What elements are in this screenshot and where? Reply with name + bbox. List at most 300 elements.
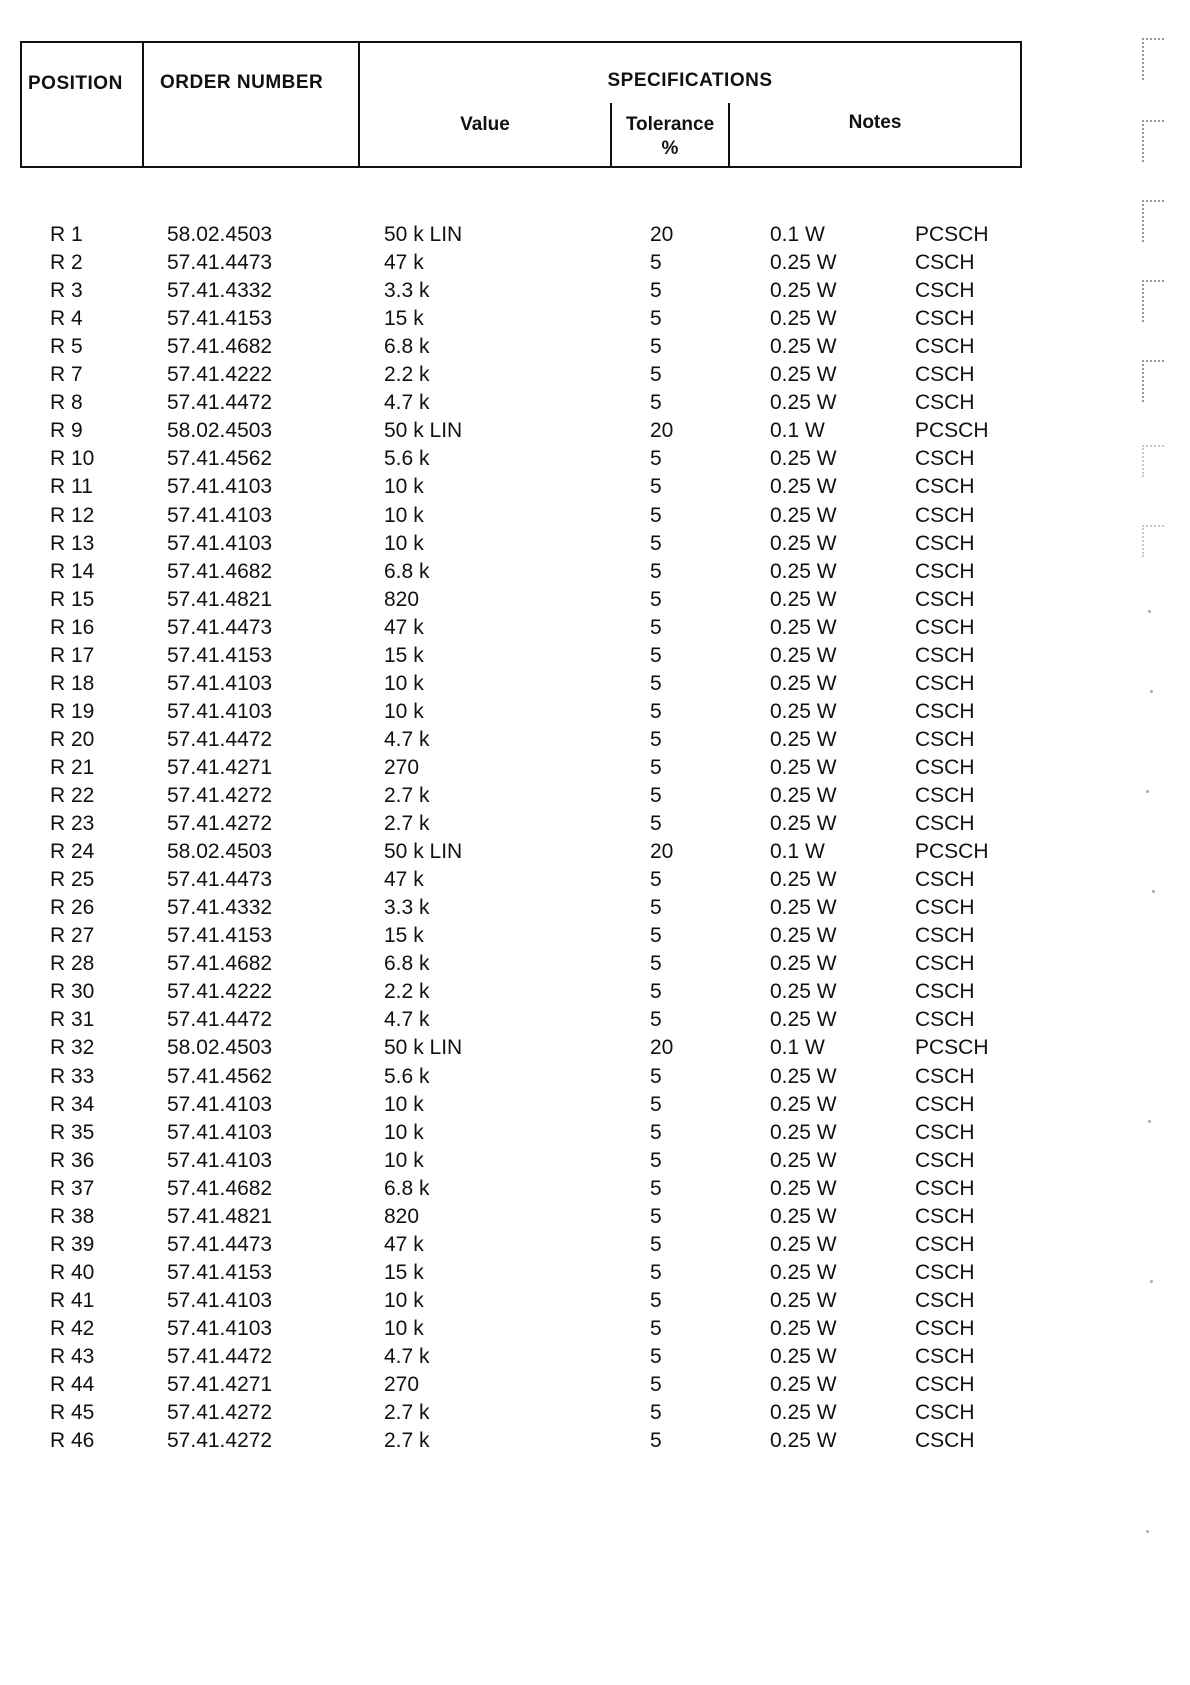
row-value: 15 k [384,643,424,667]
row-position: R 25 [50,868,95,892]
row-order-number: 57.41.4271 [167,755,273,779]
row-note: CSCH [915,1120,975,1144]
row-tolerance: 5 [650,1288,662,1312]
row-tolerance: 5 [650,1176,662,1200]
table-row [0,1204,1050,1230]
row-tolerance: 5 [650,559,662,583]
row-tolerance: 5 [650,363,662,387]
row-position: R 31 [50,1008,95,1032]
row-power-rating: 0.25 W [770,1176,837,1200]
row-value: 820 [384,587,420,611]
table-row [0,362,1050,388]
row-value: 3.3 k [384,279,430,303]
row-tolerance: 5 [650,279,662,303]
row-note: CSCH [915,1008,975,1032]
row-value: 47 k [384,251,424,275]
row-position: R 13 [50,531,95,555]
row-note: CSCH [915,980,975,1004]
row-power-rating: 0.25 W [770,335,837,359]
header-position-label: POSITION [28,73,123,94]
row-tolerance: 5 [650,335,662,359]
row-tolerance: 5 [650,1092,662,1116]
row-value: 47 k [384,1232,424,1256]
row-power-rating: 0.25 W [770,784,837,807]
table-row [0,1316,1050,1342]
row-value: 15 k [384,307,424,331]
row-tolerance: 5 [650,1429,662,1453]
row-note: CSCH [915,1232,975,1256]
row-order-number: 57.41.4222 [167,363,273,387]
row-note: PCSCH [915,223,989,246]
row-position: R 7 [50,363,83,387]
row-position: R 27 [50,924,95,948]
row-note: CSCH [915,784,975,807]
row-order-number: 57.41.4222 [167,980,273,1004]
row-power-rating: 0.25 W [770,1316,837,1340]
row-power-rating: 0.25 W [770,699,837,723]
row-order-number: 57.41.4472 [167,727,273,751]
row-tolerance: 5 [650,1232,662,1256]
row-order-number: 57.41.4153 [167,924,273,948]
row-power-rating: 0.25 W [770,896,837,920]
row-position: R 14 [50,559,95,583]
row-power-rating: 0.25 W [770,868,837,892]
table-row [0,867,1050,893]
table-row [0,755,1050,781]
row-order-number: 57.41.4271 [167,1373,273,1397]
row-tolerance: 5 [650,980,662,1004]
row-power-rating: 0.25 W [770,1064,837,1088]
row-power-rating: 0.25 W [770,755,837,779]
scan-mark [1142,360,1164,402]
row-tolerance: 5 [650,727,662,751]
row-value: 50 k LIN [384,840,463,864]
row-tolerance: 5 [650,1008,662,1032]
table-row [0,1288,1050,1314]
row-value: 4.7 k [384,1008,430,1032]
row-value: 15 k [384,1260,424,1284]
row-order-number: 57.41.4103 [167,671,273,695]
table-row [0,1176,1050,1202]
row-order-number: 58.02.4503 [167,1036,273,1060]
row-power-rating: 0.25 W [770,503,837,527]
row-tolerance: 5 [650,1401,662,1425]
row-value: 6.8 k [384,1176,430,1200]
scan-dust [1150,690,1153,693]
row-value: 270 [384,755,420,779]
scan-mark [1142,120,1164,162]
row-position: R 1 [50,223,83,246]
row-order-number: 57.41.4472 [167,1008,273,1032]
row-power-rating: 0.25 W [770,447,837,471]
row-value: 270 [384,1373,420,1397]
row-value: 6.8 k [384,559,430,583]
row-position: R 12 [50,503,95,527]
row-tolerance: 5 [650,868,662,892]
row-position: R 16 [50,615,95,639]
row-note: CSCH [915,896,975,920]
row-power-rating: 0.25 W [770,671,837,695]
row-note: CSCH [915,475,975,499]
table-row [0,979,1050,1005]
row-order-number: 57.41.4562 [167,1064,273,1088]
row-position: R 34 [50,1092,95,1116]
row-order-number: 57.41.4272 [167,1429,273,1453]
row-power-rating: 0.25 W [770,1288,837,1312]
row-order-number: 57.41.4472 [167,1345,273,1368]
row-note: CSCH [915,279,975,303]
table-row [0,1120,1050,1146]
row-order-number: 57.41.4332 [167,896,273,920]
row-note: CSCH [915,1401,975,1425]
row-value: 5.6 k [384,1064,430,1088]
row-tolerance: 20 [650,840,674,864]
row-value: 4.7 k [384,727,430,751]
row-value: 47 k [384,868,424,892]
row-tolerance: 5 [650,447,662,471]
row-note: CSCH [915,447,975,471]
row-power-rating: 0.25 W [770,391,837,415]
header-specifications-label: SPECIFICATIONS [607,70,773,91]
row-order-number: 57.41.4562 [167,447,273,471]
row-position: R 26 [50,896,95,920]
row-note: CSCH [915,1064,975,1088]
row-position: R 24 [50,840,95,864]
row-tolerance: 5 [650,1204,662,1228]
table-row [0,446,1050,472]
row-note: CSCH [915,699,975,723]
row-power-rating: 0.25 W [770,587,837,611]
row-note: CSCH [915,727,975,751]
header-order-number-label: ORDER NUMBER [160,72,324,93]
row-note: CSCH [915,587,975,611]
row-value: 10 k [384,1092,424,1116]
row-power-rating: 0.25 W [770,812,837,836]
table-row [0,334,1050,360]
row-position: R 33 [50,1064,95,1088]
row-note: CSCH [915,1345,975,1368]
row-power-rating: 0.25 W [770,980,837,1004]
row-position: R 43 [50,1345,95,1368]
table-row [0,811,1050,837]
row-note: CSCH [915,1204,975,1228]
row-power-rating: 0.25 W [770,559,837,583]
row-position: R 3 [50,279,83,303]
row-power-rating: 0.1 W [770,223,825,246]
table-row [0,1428,1050,1454]
row-position: R 46 [50,1429,95,1453]
row-power-rating: 0.25 W [770,1092,837,1116]
row-power-rating: 0.1 W [770,419,825,443]
row-power-rating: 0.25 W [770,1008,837,1032]
row-value: 10 k [384,1148,424,1172]
header-tolerance-label: Tolerance [625,114,715,135]
row-power-rating: 0.25 W [770,475,837,499]
table-row [0,783,1050,809]
row-note: CSCH [915,671,975,695]
row-position: R 22 [50,784,95,807]
row-note: CSCH [915,1260,975,1284]
table-row [0,1064,1050,1090]
row-note: CSCH [915,335,975,359]
row-value: 2.7 k [384,1401,430,1425]
row-power-rating: 0.25 W [770,1401,837,1425]
row-order-number: 57.41.4473 [167,615,273,639]
row-order-number: 58.02.4503 [167,223,273,246]
row-order-number: 57.41.4103 [167,1092,273,1116]
table-row [0,418,1050,444]
row-order-number: 57.41.4272 [167,812,273,836]
row-order-number: 58.02.4503 [167,419,273,443]
row-note: CSCH [915,1373,975,1397]
row-value: 4.7 k [384,1345,430,1368]
table-row [0,587,1050,613]
row-order-number: 57.41.4103 [167,1148,273,1172]
row-power-rating: 0.25 W [770,363,837,387]
scan-dust [1148,610,1151,613]
table-row [0,1400,1050,1426]
row-position: R 4 [50,307,83,331]
scan-mark [1142,445,1164,477]
row-tolerance: 5 [650,643,662,667]
row-note: CSCH [915,643,975,667]
row-order-number: 57.41.4103 [167,1316,273,1340]
row-position: R 19 [50,699,95,723]
row-position: R 23 [50,812,95,836]
row-position: R 11 [50,475,93,499]
row-value: 3.3 k [384,896,430,920]
row-note: CSCH [915,1429,975,1453]
header-notes-label: Notes [848,112,902,133]
row-order-number: 57.41.4473 [167,868,273,892]
scan-dust [1146,1530,1149,1533]
row-tolerance: 20 [650,1036,674,1060]
table-row [0,671,1050,697]
row-order-number: 57.41.4473 [167,1232,273,1256]
row-order-number: 57.41.4272 [167,784,273,807]
row-value: 2.2 k [384,980,430,1004]
row-note: PCSCH [915,1036,989,1060]
row-order-number: 57.41.4103 [167,1288,273,1312]
table-row [0,699,1050,725]
row-position: R 45 [50,1401,95,1425]
row-order-number: 57.41.4153 [167,307,273,331]
row-order-number: 57.41.4682 [167,335,273,359]
table-row [0,390,1050,416]
row-tolerance: 5 [650,1373,662,1397]
row-power-rating: 0.1 W [770,840,825,864]
row-value: 10 k [384,1120,424,1144]
table-row [0,615,1050,641]
row-note: CSCH [915,755,975,779]
row-value: 6.8 k [384,335,430,359]
table-row [0,559,1050,585]
row-note: CSCH [915,1092,975,1116]
row-position: R 9 [50,419,83,443]
row-note: CSCH [915,615,975,639]
row-power-rating: 0.25 W [770,643,837,667]
row-position: R 18 [50,671,95,695]
row-power-rating: 0.25 W [770,251,837,275]
row-order-number: 58.02.4503 [167,840,273,864]
table-row [0,727,1050,753]
row-tolerance: 5 [650,1316,662,1340]
row-order-number: 57.41.4103 [167,1120,273,1144]
row-order-number: 57.41.4153 [167,1260,273,1284]
scan-mark [1142,200,1164,242]
row-position: R 10 [50,447,95,471]
row-position: R 42 [50,1316,95,1340]
row-position: R 40 [50,1260,95,1284]
row-power-rating: 0.25 W [770,1429,837,1453]
row-position: R 17 [50,643,95,667]
header-value-label: Value [460,114,510,135]
row-value: 6.8 k [384,952,430,976]
table-row [0,1232,1050,1258]
row-note: CSCH [915,559,975,583]
row-tolerance: 5 [650,671,662,695]
scan-mark [1142,280,1164,322]
header-tolerance-unit: % [661,138,679,159]
row-order-number: 57.41.4821 [167,1204,273,1228]
row-value: 2.7 k [384,784,430,807]
row-position: R 32 [50,1036,95,1060]
row-value: 10 k [384,1316,424,1340]
row-power-rating: 0.25 W [770,924,837,948]
table-row [0,923,1050,949]
row-order-number: 57.41.4472 [167,391,273,415]
row-power-rating: 0.25 W [770,615,837,639]
row-value: 2.2 k [384,363,430,387]
row-value: 50 k LIN [384,1036,463,1060]
table-row [0,1092,1050,1118]
row-tolerance: 5 [650,812,662,836]
row-position: R 30 [50,980,95,1004]
row-value: 50 k LIN [384,223,463,246]
row-value: 10 k [384,531,424,555]
row-note: CSCH [915,952,975,976]
row-value: 10 k [384,671,424,695]
row-value: 10 k [384,1288,424,1312]
row-value: 15 k [384,924,424,948]
row-position: R 44 [50,1373,95,1397]
row-order-number: 57.41.4153 [167,643,273,667]
scan-mark [1142,38,1164,80]
row-tolerance: 5 [650,784,662,807]
table-row [0,951,1050,977]
table-row [0,643,1050,669]
row-value: 2.7 k [384,812,430,836]
row-tolerance: 5 [650,251,662,275]
row-value: 5.6 k [384,447,430,471]
row-position: R 35 [50,1120,95,1144]
table-row [0,1007,1050,1033]
table-row [0,306,1050,332]
row-order-number: 57.41.4103 [167,531,273,555]
table-row [0,474,1050,500]
scan-dust [1148,1120,1151,1123]
row-position: R 41 [50,1288,95,1312]
row-power-rating: 0.25 W [770,1232,837,1256]
table-row [0,1372,1050,1398]
row-power-rating: 0.25 W [770,307,837,331]
row-position: R 37 [50,1176,95,1200]
row-value: 4.7 k [384,391,430,415]
row-order-number: 57.41.4103 [167,503,273,527]
row-value: 10 k [384,503,424,527]
row-order-number: 57.41.4821 [167,587,273,611]
scan-dust [1150,1280,1153,1283]
row-value: 10 k [384,475,424,499]
row-note: CSCH [915,531,975,555]
row-tolerance: 20 [650,223,674,246]
row-tolerance: 5 [650,503,662,527]
row-tolerance: 5 [650,952,662,976]
table-row [0,895,1050,921]
row-tolerance: 5 [650,755,662,779]
row-power-rating: 0.1 W [770,1036,825,1060]
row-order-number: 57.41.4272 [167,1401,273,1425]
row-power-rating: 0.25 W [770,531,837,555]
row-tolerance: 5 [650,1345,662,1368]
row-tolerance: 5 [650,924,662,948]
row-tolerance: 5 [650,1064,662,1088]
row-position: R 38 [50,1204,95,1228]
row-tolerance: 5 [650,307,662,331]
row-value: 2.7 k [384,1429,430,1453]
row-note: CSCH [915,924,975,948]
row-tolerance: 5 [650,896,662,920]
row-order-number: 57.41.4332 [167,279,273,303]
row-power-rating: 0.25 W [770,727,837,751]
row-tolerance: 5 [650,1120,662,1144]
row-order-number: 57.41.4473 [167,251,273,275]
row-note: CSCH [915,251,975,275]
row-position: R 36 [50,1148,95,1172]
row-order-number: 57.41.4682 [167,952,273,976]
row-tolerance: 20 [650,419,674,443]
row-position: R 21 [50,755,95,779]
table-row [0,839,1050,865]
row-position: R 39 [50,1232,95,1256]
scan-margin-artifacts [1138,30,1168,1550]
row-position: R 20 [50,727,95,751]
row-power-rating: 0.25 W [770,1345,837,1368]
row-note: PCSCH [915,840,989,864]
table-row [0,531,1050,557]
row-power-rating: 0.25 W [770,1260,837,1284]
table-row [0,503,1050,529]
row-value: 50 k LIN [384,419,463,443]
row-tolerance: 5 [650,615,662,639]
table-row [0,1344,1050,1370]
row-note: PCSCH [915,419,989,443]
row-note: CSCH [915,391,975,415]
row-position: R 8 [50,391,83,415]
scan-mark [1142,525,1164,557]
row-position: R 15 [50,587,95,611]
row-power-rating: 0.25 W [770,952,837,976]
table-row [0,1148,1050,1174]
row-position: R 28 [50,952,95,976]
row-power-rating: 0.25 W [770,1120,837,1144]
table-row [0,1260,1050,1286]
row-tolerance: 5 [650,1260,662,1284]
scan-dust [1152,890,1155,893]
row-order-number: 57.41.4103 [167,699,273,723]
row-value: 820 [384,1204,420,1228]
row-note: CSCH [915,503,975,527]
